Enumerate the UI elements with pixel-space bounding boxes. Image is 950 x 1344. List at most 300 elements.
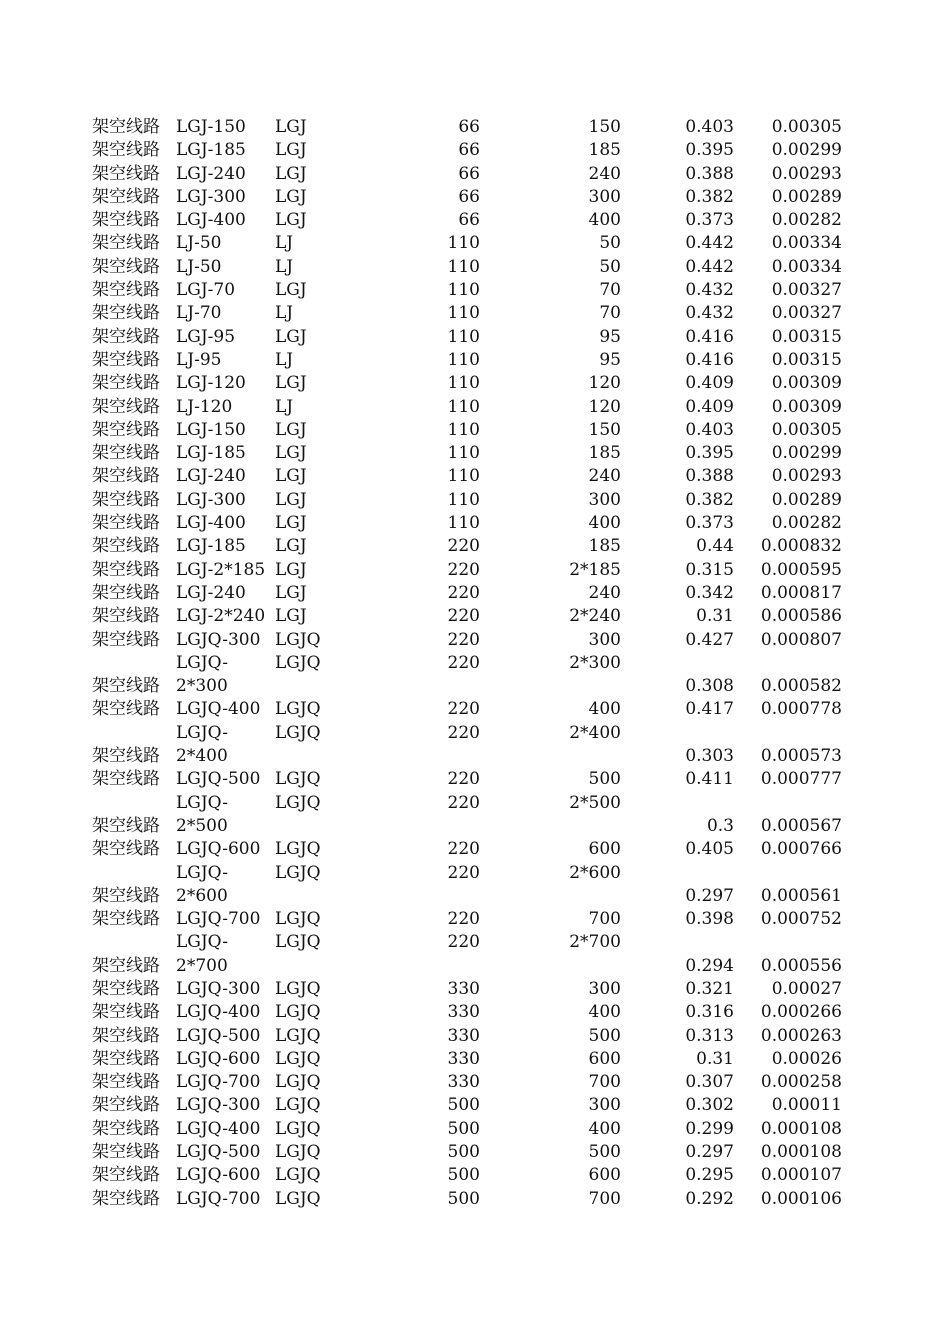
- material-cell: LJ: [275, 256, 294, 277]
- resistance-cell: 0.302: [685, 1095, 734, 1116]
- reactance-cell: 0.00026: [771, 1048, 842, 1069]
- material-cell: LJ: [275, 303, 294, 324]
- voltage-cell: 110: [447, 396, 480, 417]
- line-type-cell: 架空线路: [92, 419, 160, 440]
- reactance-cell: 0.00027: [771, 978, 842, 999]
- resistance-cell: 0.321: [685, 978, 734, 999]
- table-row: [0, 652, 950, 699]
- reactance-cell: 0.000807: [760, 629, 842, 650]
- section-cell: 300: [588, 1095, 621, 1116]
- line-type-cell: 架空线路: [92, 909, 160, 930]
- voltage-cell: 330: [447, 1025, 480, 1046]
- material-cell: LGJ: [275, 466, 307, 487]
- section-cell: 150: [588, 419, 621, 440]
- section-cell: 2*185: [569, 559, 621, 580]
- table-row: [0, 372, 950, 395]
- model-cell-line1: LGJQ-: [176, 862, 228, 883]
- table-row: [0, 349, 950, 372]
- section-cell: 400: [588, 513, 621, 534]
- resistance-cell: 0.313: [685, 1025, 734, 1046]
- model-cell: LGJQ-600: [176, 839, 261, 860]
- section-cell: 500: [588, 769, 621, 790]
- section-cell: 400: [588, 1118, 621, 1139]
- line-type-cell: 架空线路: [92, 1072, 160, 1093]
- reactance-cell: 0.00293: [771, 163, 842, 184]
- voltage-cell: 500: [447, 1095, 480, 1116]
- voltage-cell: 330: [447, 1002, 480, 1023]
- voltage-cell: 220: [447, 629, 480, 650]
- line-type-cell: 架空线路: [92, 978, 160, 999]
- model-cell: LGJ-2*185: [176, 559, 266, 580]
- line-type-cell: 架空线路: [92, 117, 160, 137]
- table-row: [0, 862, 950, 909]
- model-cell: LGJQ-400: [176, 699, 261, 720]
- table-row: [0, 931, 950, 978]
- line-type-cell: 架空线路: [92, 1118, 160, 1139]
- reactance-cell: 0.00327: [771, 280, 842, 301]
- section-cell: 240: [588, 163, 621, 184]
- table-row: [0, 629, 950, 652]
- material-cell: LGJQ: [275, 862, 321, 883]
- line-type-cell: 架空线路: [92, 349, 160, 370]
- section-cell: 2*240: [569, 606, 621, 627]
- resistance-cell: 0.432: [685, 280, 734, 301]
- material-cell: LGJ: [275, 373, 307, 394]
- line-type-cell: 架空线路: [92, 606, 160, 627]
- material-cell: LGJQ: [275, 1118, 321, 1139]
- line-type-cell: 架空线路: [92, 280, 160, 301]
- material-cell: LGJQ: [275, 769, 321, 790]
- line-type-cell: 架空线路: [92, 1142, 160, 1163]
- reactance-cell: 0.000108: [760, 1118, 842, 1139]
- table-row: [0, 489, 950, 512]
- voltage-cell: 220: [447, 536, 480, 557]
- line-type-cell: 架空线路: [92, 1025, 160, 1046]
- reactance-cell: 0.000573: [760, 746, 842, 767]
- voltage-cell: 220: [447, 769, 480, 790]
- model-cell: LGJ-95: [176, 326, 236, 347]
- material-cell: LGJ: [275, 186, 307, 207]
- line-type-cell: 架空线路: [92, 699, 160, 720]
- resistance-cell: 0.299: [685, 1118, 734, 1139]
- voltage-cell: 500: [447, 1188, 480, 1209]
- line-type-cell: 架空线路: [92, 769, 160, 790]
- resistance-cell: 0.388: [685, 163, 734, 184]
- voltage-cell: 110: [447, 489, 480, 510]
- section-cell: 70: [599, 303, 621, 324]
- material-cell: LGJ: [275, 582, 307, 603]
- voltage-cell: 220: [447, 862, 480, 883]
- resistance-cell: 0.432: [685, 303, 734, 324]
- section-cell: 120: [588, 373, 621, 394]
- section-cell: 400: [588, 1002, 621, 1023]
- reactance-cell: 0.000586: [760, 606, 842, 627]
- section-cell: 300: [588, 489, 621, 510]
- model-cell: LGJ-185: [176, 443, 246, 464]
- section-cell: 150: [588, 117, 621, 137]
- voltage-cell: 220: [447, 909, 480, 930]
- voltage-cell: 110: [447, 256, 480, 277]
- voltage-cell: 66: [458, 140, 480, 161]
- reactance-cell: 0.00315: [771, 326, 842, 347]
- voltage-cell: 330: [447, 1072, 480, 1093]
- voltage-cell: 220: [447, 559, 480, 580]
- voltage-cell: 110: [447, 326, 480, 347]
- table-row: [0, 1025, 950, 1048]
- material-cell: LGJ: [275, 419, 307, 440]
- resistance-cell: 0.297: [685, 1142, 734, 1163]
- voltage-cell: 220: [447, 722, 480, 743]
- model-cell: LGJ-150: [176, 117, 246, 137]
- model-cell: LGJQ-400: [176, 1118, 261, 1139]
- reactance-cell: 0.000556: [760, 955, 842, 976]
- model-cell-line2: 2*400: [176, 746, 228, 767]
- model-cell: LGJQ-700: [176, 909, 261, 930]
- voltage-cell: 110: [447, 233, 480, 254]
- table-row: [0, 209, 950, 232]
- model-cell: LJ-50: [176, 256, 222, 277]
- model-cell-line2: 2*600: [176, 885, 228, 906]
- model-cell-line2: 2*500: [176, 815, 228, 836]
- line-parameter-table: [0, 116, 950, 1211]
- resistance-cell: 0.315: [685, 559, 734, 580]
- line-type-cell: 架空线路: [92, 676, 160, 697]
- material-cell: LGJ: [275, 117, 307, 137]
- voltage-cell: 110: [447, 466, 480, 487]
- voltage-cell: 500: [447, 1118, 480, 1139]
- resistance-cell: 0.297: [685, 885, 734, 906]
- material-cell: LGJ: [275, 489, 307, 510]
- line-type-cell: 架空线路: [92, 466, 160, 487]
- table-row: [0, 326, 950, 349]
- voltage-cell: 66: [458, 186, 480, 207]
- reactance-cell: 0.00309: [771, 396, 842, 417]
- section-cell: 300: [588, 186, 621, 207]
- reactance-cell: 0.00334: [771, 233, 842, 254]
- resistance-cell: 0.342: [685, 582, 734, 603]
- material-cell: LGJ: [275, 443, 307, 464]
- section-cell: 600: [588, 839, 621, 860]
- voltage-cell: 330: [447, 1048, 480, 1069]
- model-cell: LGJQ-300: [176, 978, 261, 999]
- voltage-cell: 110: [447, 280, 480, 301]
- line-type-cell: 架空线路: [92, 210, 160, 231]
- line-type-cell: 架空线路: [92, 559, 160, 580]
- resistance-cell: 0.416: [685, 326, 734, 347]
- material-cell: LGJ: [275, 536, 307, 557]
- table-row: [0, 186, 950, 209]
- voltage-cell: 220: [447, 839, 480, 860]
- resistance-cell: 0.31: [696, 1048, 734, 1069]
- table-row: [0, 396, 950, 419]
- section-cell: 700: [588, 1188, 621, 1209]
- model-cell: LGJ-300: [176, 186, 246, 207]
- material-cell: LGJQ: [275, 629, 321, 650]
- resistance-cell: 0.417: [685, 699, 734, 720]
- reactance-cell: 0.000817: [760, 582, 842, 603]
- resistance-cell: 0.3: [706, 815, 734, 836]
- reactance-cell: 0.000258: [760, 1072, 842, 1093]
- table-row: [0, 722, 950, 769]
- table-row: [0, 838, 950, 861]
- reactance-cell: 0.00011: [771, 1095, 842, 1116]
- voltage-cell: 110: [447, 419, 480, 440]
- table-row: [0, 465, 950, 488]
- line-type-cell: 架空线路: [92, 163, 160, 184]
- material-cell: LJ: [275, 349, 294, 370]
- material-cell: LGJQ: [275, 909, 321, 930]
- section-cell: 2*300: [569, 652, 621, 673]
- model-cell: LGJQ-300: [176, 1095, 261, 1116]
- line-type-cell: 架空线路: [92, 256, 160, 277]
- table-row: [0, 279, 950, 302]
- model-cell: LGJQ-300: [176, 629, 261, 650]
- table-row: [0, 512, 950, 535]
- line-type-cell: 架空线路: [92, 1188, 160, 1209]
- section-cell: 400: [588, 699, 621, 720]
- model-cell: LJ-95: [176, 349, 222, 370]
- section-cell: 95: [599, 326, 621, 347]
- line-type-cell: 架空线路: [92, 815, 160, 836]
- material-cell: LGJQ: [275, 1025, 321, 1046]
- reactance-cell: 0.000832: [760, 536, 842, 557]
- voltage-cell: 66: [458, 117, 480, 137]
- model-cell: LGJQ-500: [176, 769, 261, 790]
- reactance-cell: 0.000777: [760, 769, 842, 790]
- voltage-cell: 500: [447, 1142, 480, 1163]
- material-cell: LGJ: [275, 280, 307, 301]
- table-row: [0, 978, 950, 1001]
- reactance-cell: 0.000766: [760, 839, 842, 860]
- material-cell: LJ: [275, 233, 294, 254]
- table-row: [0, 792, 950, 839]
- line-type-cell: 架空线路: [92, 839, 160, 860]
- resistance-cell: 0.292: [685, 1188, 734, 1209]
- section-cell: 700: [588, 909, 621, 930]
- resistance-cell: 0.398: [685, 909, 734, 930]
- reactance-cell: 0.000567: [760, 815, 842, 836]
- material-cell: LGJQ: [275, 722, 321, 743]
- model-cell-line1: LGJQ-: [176, 722, 228, 743]
- voltage-cell: 220: [447, 606, 480, 627]
- table-row: [0, 256, 950, 279]
- voltage-cell: 66: [458, 210, 480, 231]
- material-cell: LGJQ: [275, 1048, 321, 1069]
- resistance-cell: 0.316: [685, 1002, 734, 1023]
- reactance-cell: 0.000266: [760, 1002, 842, 1023]
- material-cell: LGJQ: [275, 699, 321, 720]
- line-type-cell: 架空线路: [92, 186, 160, 207]
- model-cell: LGJ-185: [176, 536, 246, 557]
- reactance-cell: 0.00299: [771, 443, 842, 464]
- material-cell: LGJ: [275, 513, 307, 534]
- resistance-cell: 0.403: [685, 117, 734, 137]
- model-cell: LGJ-2*240: [176, 606, 266, 627]
- table-row: [0, 1188, 950, 1211]
- material-cell: LGJQ: [275, 792, 321, 813]
- section-cell: 2*500: [569, 792, 621, 813]
- resistance-cell: 0.294: [685, 955, 734, 976]
- section-cell: 50: [599, 256, 621, 277]
- resistance-cell: 0.427: [685, 629, 734, 650]
- resistance-cell: 0.403: [685, 419, 734, 440]
- material-cell: LGJQ: [275, 1002, 321, 1023]
- reactance-cell: 0.00305: [771, 117, 842, 137]
- reactance-cell: 0.00315: [771, 349, 842, 370]
- reactance-cell: 0.000582: [760, 676, 842, 697]
- reactance-cell: 0.00282: [771, 210, 842, 231]
- section-cell: 185: [588, 443, 621, 464]
- table-row: [0, 1164, 950, 1187]
- model-cell: LGJQ-500: [176, 1142, 261, 1163]
- table-row: [0, 535, 950, 558]
- line-type-cell: 架空线路: [92, 1095, 160, 1116]
- voltage-cell: 110: [447, 373, 480, 394]
- material-cell: LGJ: [275, 210, 307, 231]
- line-type-cell: 架空线路: [92, 140, 160, 161]
- model-cell: LGJQ-600: [176, 1165, 261, 1186]
- section-cell: 240: [588, 582, 621, 603]
- voltage-cell: 220: [447, 932, 480, 953]
- resistance-cell: 0.303: [685, 746, 734, 767]
- model-cell: LGJQ-600: [176, 1048, 261, 1069]
- material-cell: LGJQ: [275, 1165, 321, 1186]
- table-row: [0, 1071, 950, 1094]
- line-type-cell: 架空线路: [92, 955, 160, 976]
- model-cell: LGJQ-500: [176, 1025, 261, 1046]
- model-cell: LJ-70: [176, 303, 222, 324]
- line-type-cell: 架空线路: [92, 629, 160, 650]
- reactance-cell: 0.00289: [771, 489, 842, 510]
- reactance-cell: 0.000107: [760, 1165, 842, 1186]
- voltage-cell: 220: [447, 652, 480, 673]
- table-row: [0, 1048, 950, 1071]
- model-cell: LGJQ-700: [176, 1072, 261, 1093]
- model-cell: LGJ-400: [176, 210, 246, 231]
- table-row: [0, 1094, 950, 1117]
- line-type-cell: 架空线路: [92, 303, 160, 324]
- reactance-cell: 0.00289: [771, 186, 842, 207]
- section-cell: 2*400: [569, 722, 621, 743]
- section-cell: 50: [599, 233, 621, 254]
- line-type-cell: 架空线路: [92, 885, 160, 906]
- reactance-cell: 0.00334: [771, 256, 842, 277]
- resistance-cell: 0.295: [685, 1165, 734, 1186]
- line-type-cell: 架空线路: [92, 326, 160, 347]
- voltage-cell: 110: [447, 303, 480, 324]
- model-cell: LGJ-400: [176, 513, 246, 534]
- material-cell: LGJQ: [275, 978, 321, 999]
- model-cell-line2: 2*300: [176, 676, 228, 697]
- material-cell: LGJ: [275, 559, 307, 580]
- section-cell: 2*600: [569, 862, 621, 883]
- reactance-cell: 0.00309: [771, 373, 842, 394]
- section-cell: 600: [588, 1048, 621, 1069]
- section-cell: 185: [588, 536, 621, 557]
- resistance-cell: 0.373: [685, 513, 734, 534]
- model-cell: LGJ-185: [176, 140, 246, 161]
- table-row: [0, 232, 950, 255]
- voltage-cell: 220: [447, 699, 480, 720]
- section-cell: 500: [588, 1142, 621, 1163]
- material-cell: LGJ: [275, 606, 307, 627]
- material-cell: LGJ: [275, 326, 307, 347]
- line-type-cell: 架空线路: [92, 1165, 160, 1186]
- section-cell: 120: [588, 396, 621, 417]
- voltage-cell: 500: [447, 1165, 480, 1186]
- material-cell: LGJQ: [275, 839, 321, 860]
- material-cell: LGJQ: [275, 652, 321, 673]
- table-row: [0, 1001, 950, 1024]
- reactance-cell: 0.000752: [760, 909, 842, 930]
- model-cell: LGJ-240: [176, 582, 246, 603]
- material-cell: LGJQ: [275, 932, 321, 953]
- section-cell: 95: [599, 349, 621, 370]
- voltage-cell: 110: [447, 443, 480, 464]
- resistance-cell: 0.44: [696, 536, 734, 557]
- resistance-cell: 0.442: [685, 256, 734, 277]
- line-type-cell: 架空线路: [92, 1002, 160, 1023]
- table-row: [0, 116, 950, 139]
- table-row: [0, 605, 950, 628]
- reactance-cell: 0.000106: [760, 1188, 842, 1209]
- model-cell: LGJ-240: [176, 163, 246, 184]
- resistance-cell: 0.373: [685, 210, 734, 231]
- resistance-cell: 0.388: [685, 466, 734, 487]
- table-row: [0, 582, 950, 605]
- voltage-cell: 330: [447, 978, 480, 999]
- model-cell-line1: LGJQ-: [176, 932, 228, 953]
- reactance-cell: 0.000561: [760, 885, 842, 906]
- resistance-cell: 0.395: [685, 140, 734, 161]
- voltage-cell: 66: [458, 163, 480, 184]
- table-row: [0, 302, 950, 325]
- reactance-cell: 0.00327: [771, 303, 842, 324]
- model-cell: LGJ-240: [176, 466, 246, 487]
- table-row: [0, 1141, 950, 1164]
- model-cell: LGJQ-400: [176, 1002, 261, 1023]
- model-cell: LJ-50: [176, 233, 222, 254]
- model-cell: LJ-120: [176, 396, 233, 417]
- resistance-cell: 0.409: [685, 396, 734, 417]
- material-cell: LGJQ: [275, 1072, 321, 1093]
- section-cell: 300: [588, 629, 621, 650]
- voltage-cell: 220: [447, 582, 480, 603]
- line-type-cell: 架空线路: [92, 746, 160, 767]
- table-row: [0, 419, 950, 442]
- resistance-cell: 0.416: [685, 349, 734, 370]
- line-type-cell: 架空线路: [92, 536, 160, 557]
- section-cell: 700: [588, 1072, 621, 1093]
- section-cell: 500: [588, 1025, 621, 1046]
- material-cell: LGJQ: [275, 1188, 321, 1209]
- voltage-cell: 110: [447, 513, 480, 534]
- resistance-cell: 0.308: [685, 676, 734, 697]
- section-cell: 2*700: [569, 932, 621, 953]
- table-row: [0, 139, 950, 162]
- model-cell: LGJQ-700: [176, 1188, 261, 1209]
- reactance-cell: 0.00282: [771, 513, 842, 534]
- reactance-cell: 0.000108: [760, 1142, 842, 1163]
- section-cell: 185: [588, 140, 621, 161]
- material-cell: LGJQ: [275, 1095, 321, 1116]
- material-cell: LGJ: [275, 140, 307, 161]
- resistance-cell: 0.31: [696, 606, 734, 627]
- table-row: [0, 163, 950, 186]
- resistance-cell: 0.409: [685, 373, 734, 394]
- line-type-cell: 架空线路: [92, 233, 160, 254]
- line-type-cell: 架空线路: [92, 489, 160, 510]
